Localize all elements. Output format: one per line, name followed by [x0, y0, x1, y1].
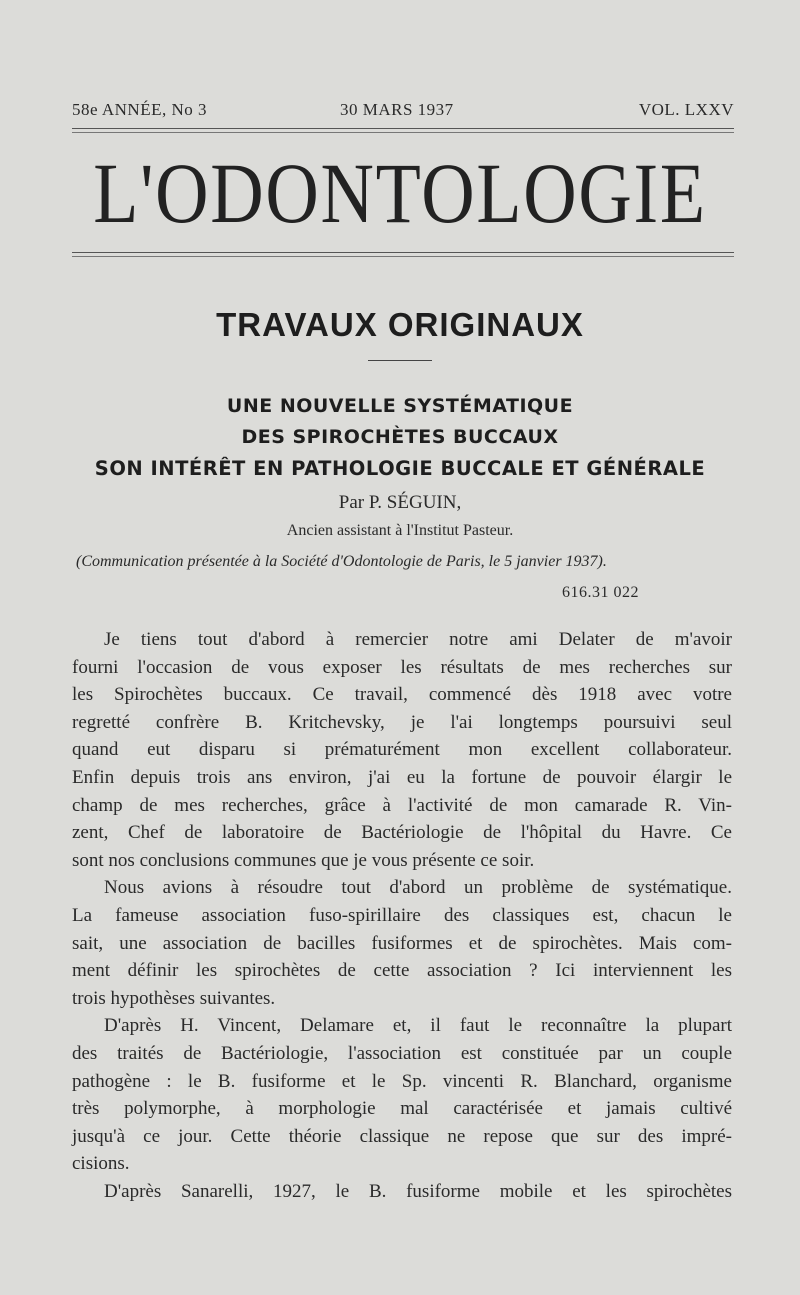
- communication-note: (Communication présentée à la Société d'Odontologie de Paris, le 5 janvier 1937).: [76, 553, 607, 570]
- author-affiliation: Ancien assistant à l'Institut Pasteur.: [286, 522, 514, 539]
- title-rule-bottom: [72, 256, 734, 257]
- section-divider: [368, 360, 432, 361]
- body-text-line: Enfin depuis trois ans environ, j'ai eu la fortune de pouvoir élargir le: [72, 766, 732, 788]
- body-text-line: ment définir les spirochètes de cette association ? Ici interviennent les: [72, 960, 732, 982]
- article-title-line: SON INTÉRÊT EN PATHOLOGIE BUCCALE ET GÉNÉRALE: [94, 457, 706, 480]
- volume-number: VOL. LXXV: [638, 100, 734, 119]
- section-title: TRAVAUX ORIGINAUX: [216, 306, 584, 343]
- body-text-line: quand eut disparu si prématurément mon excellent collaborateur.: [72, 739, 732, 761]
- issue-number: 58e ANNÉE, No 3: [72, 100, 207, 119]
- body-text-line: les Spirochètes buccaux. Ce travail, commencé dès 1918 avec votre: [72, 684, 732, 706]
- body-text-line: D'après Sanarelli, 1927, le B. fusiforme mobile et les spirochètes: [104, 1180, 732, 1202]
- classification-code: 616.31 022: [562, 584, 639, 601]
- journal-title: L'ODONTOLOGIE: [93, 145, 707, 241]
- article-body: [72, 626, 732, 1205]
- body-text-line: jusqu'à ce jour. Cette théorie classique ne repose que sur des impré-: [72, 1125, 732, 1147]
- body-text-line: fourni l'occasion de vous exposer les résultats de mes recherches sur: [72, 656, 732, 678]
- body-text-line: trois hypothèses suivantes.: [72, 987, 276, 1009]
- body-text-line: sont nos conclusions communes que je vous présente ce soir.: [72, 849, 535, 871]
- header-rule-bottom: [72, 132, 734, 133]
- header-rule-top: [72, 128, 734, 129]
- running-header: [72, 100, 734, 124]
- article-author: Par P. SÉGUIN,: [338, 492, 462, 513]
- body-text-line: Nous avions à résoudre tout d'abord un problème de systématique.: [104, 877, 732, 899]
- body-text-line: Je tiens tout d'abord à remercier notre ami Delater de m'avoir: [104, 629, 732, 650]
- body-text-line: pathogène : le B. fusiforme et le Sp. vincenti R. Blanchard, organisme: [72, 1070, 732, 1092]
- body-text-line: champ de mes recherches, grâce à l'activité de mon camarade R. Vin-: [72, 794, 732, 816]
- body-text-line: La fameuse association fuso-spirillaire des classiques est, chacun le: [72, 904, 732, 926]
- body-text-line: zent, Chef de laboratoire de Bactériologie de l'hôpital du Havre. Ce: [72, 822, 732, 844]
- body-text-line: des traités de Bactériologie, l'association est constituée par un couple: [72, 1042, 732, 1064]
- issue-date: 30 MARS 1937: [340, 100, 454, 119]
- title-rule-top: [72, 252, 734, 253]
- body-text-line: cisions.: [72, 1153, 130, 1175]
- body-text-line: très polymorphe, à morphologie mal caractérisée et jamais cultivé: [72, 1098, 732, 1120]
- body-text-line: regretté confrère B. Kritchevsky, je l'ai longtemps poursuivi seul: [72, 711, 732, 733]
- body-text-line: sait, une association de bacilles fusiformes et de spirochètes. Mais com-: [72, 932, 732, 954]
- article-title-line: UNE NOUVELLE SYSTÉMATIQUE: [226, 395, 574, 417]
- article-title-line: DES SPIROCHÈTES BUCCAUX: [241, 426, 559, 448]
- body-text-line: D'après H. Vincent, Delamare et, il faut le reconnaître la plupart: [104, 1015, 732, 1037]
